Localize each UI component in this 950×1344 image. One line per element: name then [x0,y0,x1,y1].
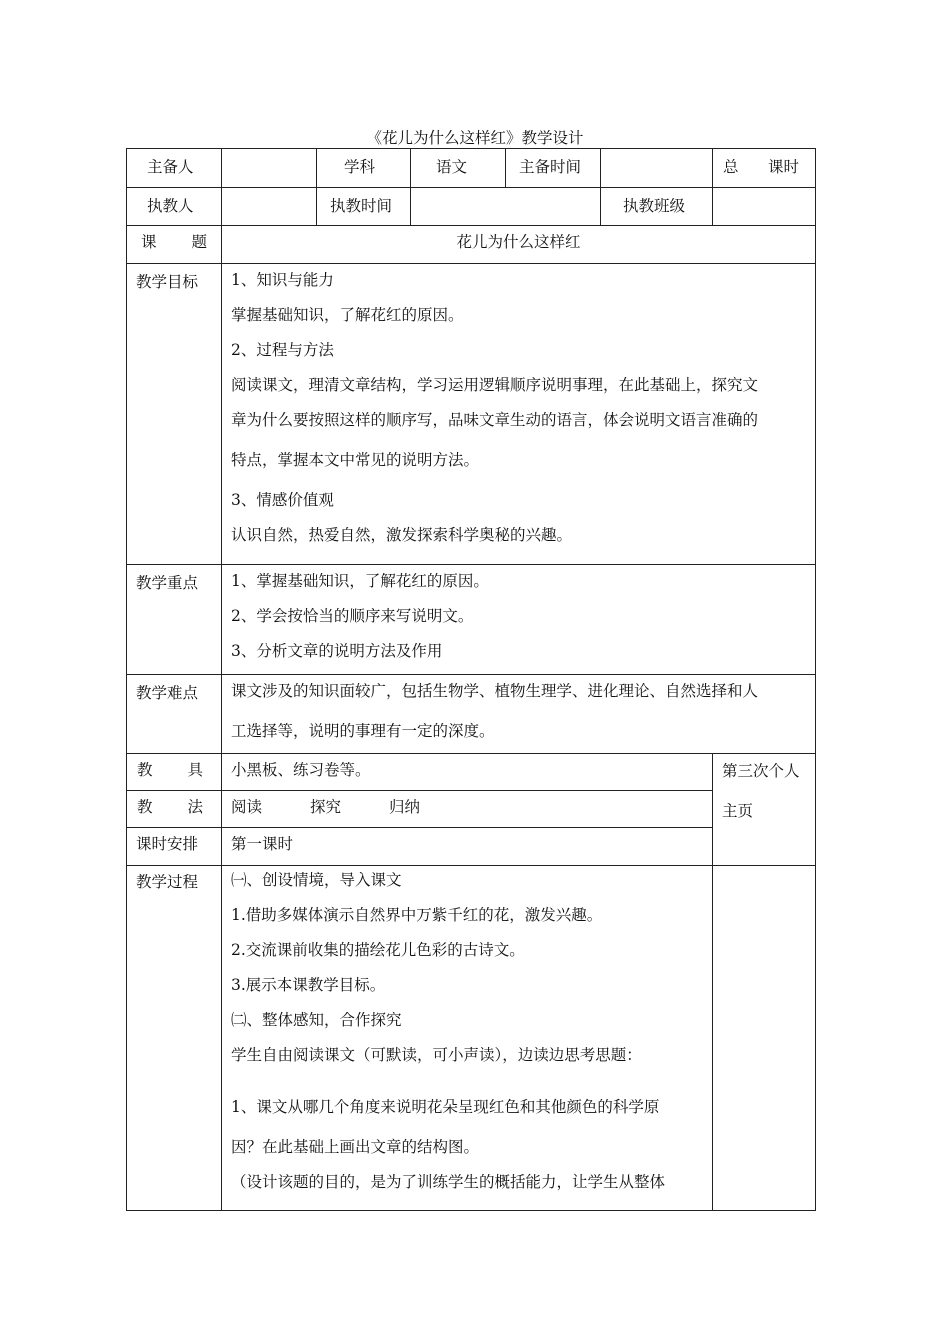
lead-preparer-label: 主备人 [147,158,194,176]
subject-label: 学科 [344,158,376,176]
schedule-row [127,828,816,866]
teach-time-label: 执教时间 [330,197,393,215]
teach-time-value[interactable] [411,188,601,226]
header-row-2 [127,188,816,226]
question-1-line-2: 因？在此基础上画出文章的结构图。 [231,1138,480,1156]
method-item: 阅读 [231,798,263,816]
process-step: 3.展示本课教学目标。 [231,976,386,994]
key-point-item: 1、掌握基础知识，了解花红的原因。 [231,572,489,590]
difficulties-row [127,675,816,754]
process-section-2-intro: 学生自由阅读课文（可默读，可小声读），边读边思考思题： [231,1046,642,1064]
objective-emotion-text: 认识自然，热爱自然，激发探索科学奥秘的兴趣。 [231,526,573,544]
key-points-label: 教学重点 [136,574,199,592]
objective-process-text-2: 章为什么要按照这样的顺序写，品味文章生动的语言，体会说明文语言准确的 [231,411,759,429]
key-points-row [127,565,816,675]
objectives-label: 教学目标 [136,273,199,291]
side-note-line-1: 第三次个人 [722,762,800,780]
class-label: 执教班级 [623,197,686,215]
side-note [713,754,816,866]
methods-label: 教 法 [137,798,203,816]
difficulties-label: 教学难点 [136,684,199,702]
objective-process-heading: 2、过程与方法 [231,341,334,359]
topic-value: 花儿为什么这样红 [456,233,581,251]
objectives-row [127,264,816,565]
document-title: 《花儿为什么这样红》教学设计 [366,129,584,147]
process-label: 教学过程 [136,873,199,891]
methods-row [127,791,816,828]
method-item: 归纳 [389,798,421,816]
process-side-column [713,866,816,1211]
process-step: 2.交流课前收集的描绘花儿色彩的古诗文。 [231,941,525,959]
teacher-value[interactable] [222,188,317,226]
prep-time-value[interactable] [601,149,713,188]
difficulties-text-1: 课文涉及的知识面较广，包括生物学、植物生理学、进化理论、自然选择和人 [231,682,759,700]
question-1-line-1: 1、课文从哪几个角度来说明花朵呈现红色和其他颜色的科学原 [231,1098,660,1116]
process-section-2-heading: ㈡、整体感知，合作探究 [231,1011,402,1029]
question-1-note: （设计该题的目的，是为了训练学生的概括能力，让学生从整体 [231,1173,666,1191]
prep-time-label: 主备时间 [519,158,582,176]
difficulties-text-2: 工选择等，说明的事理有一定的深度。 [231,722,495,740]
teacher-label: 执教人 [147,197,194,215]
process-step: 1.借助多媒体演示自然界中万紫千红的花，激发兴趣。 [231,906,603,924]
key-point-item: 2、学会按恰当的顺序来写说明文。 [231,607,474,625]
class-value[interactable] [713,188,816,226]
topic-row [127,226,816,264]
objective-process-text-3: 特点，掌握本文中常见的说明方法。 [231,451,480,469]
method-item: 探究 [310,798,342,816]
tools-label: 教 具 [137,761,203,779]
tools-row [127,754,816,791]
side-note-line-2: 主页 [722,802,754,820]
objective-knowledge-heading: 1、知识与能力 [231,271,334,289]
schedule-label: 课时安排 [136,835,199,853]
tools-value: 小黑板、练习卷等。 [231,761,371,779]
process-section-1-heading: ㈠、创设情境，导入课文 [231,871,402,889]
methods-list [222,791,712,817]
topic-label: 课 题 [141,233,207,251]
subject-value: 语文 [436,158,468,176]
header-row-1 [127,149,816,188]
lesson-plan-table [126,148,816,1211]
objective-knowledge-text: 掌握基础知识，了解花红的原因。 [231,306,464,324]
lead-preparer-value[interactable] [222,149,317,188]
objective-emotion-heading: 3、情感价值观 [231,491,334,509]
key-point-item: 3、分析文章的说明方法及作用 [231,642,443,660]
total-hours-label: 总 课时 [723,158,799,176]
schedule-value: 第一课时 [231,835,294,853]
objective-process-text-1: 阅读课文，理清文章结构，学习运用逻辑顺序说明事理，在此基础上，探究文 [231,376,759,394]
process-row [127,866,816,1211]
